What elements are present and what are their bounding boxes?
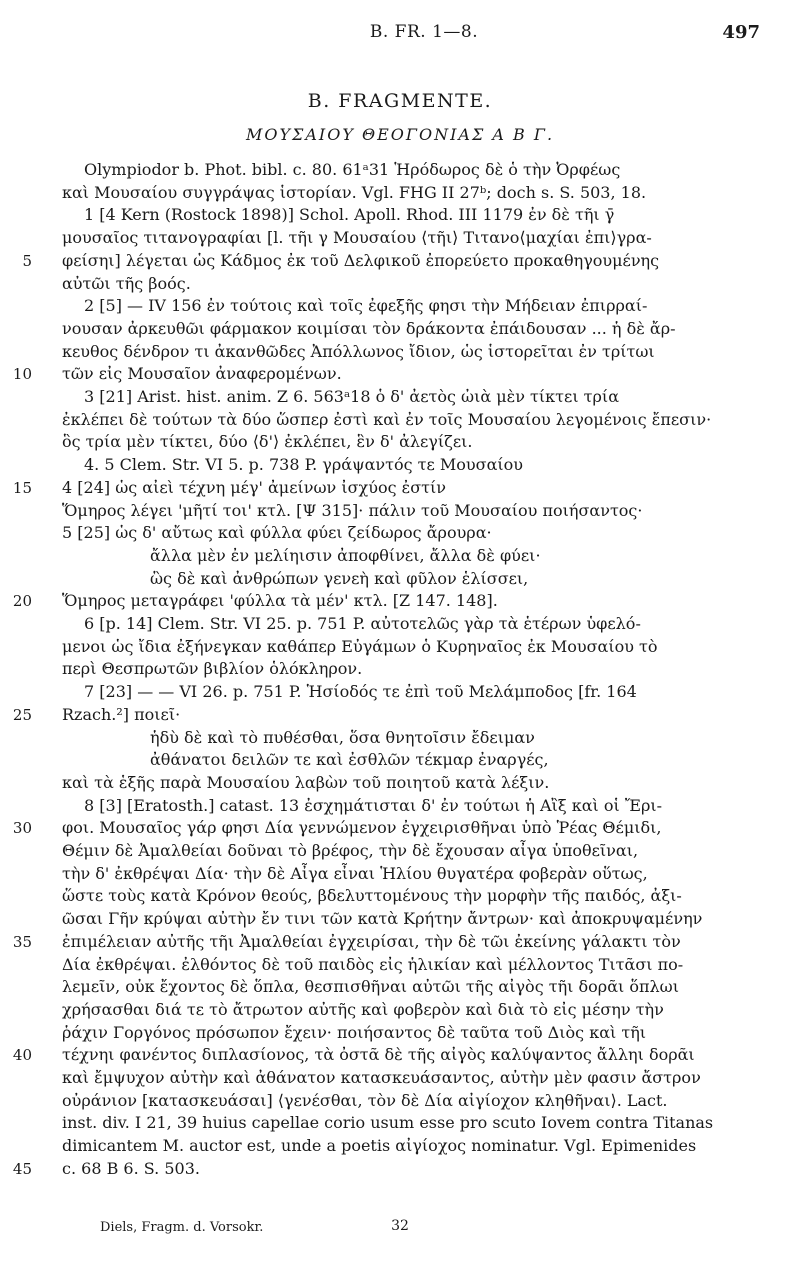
text-line: ὥστε τοὺς κατὰ Κρόνον θεούς, βδελυττομένους τὴν μορφὴν τῆς παιδός, ἀξι- [62, 886, 682, 906]
text-line: ὣς δὲ καὶ ἀνθρώπων γενεὴ καὶ φῦλον ἑλίσσει, [150, 568, 529, 588]
text-line: μουσαῖος τιτανογραφίαι [l. τῆι γ Μουσαίου ⟨τῆι⟩ Τιτανο⟨μαχίαι ἐπι⟩γρα- [62, 228, 652, 248]
signature-mark: 32 [391, 1218, 409, 1234]
text-line: Ὅμηρος λέγει 'μῆτί τοι' κτλ. [Ψ 315]· πάλιν τοῦ Μουσαίου ποιήσαντος· [62, 500, 643, 520]
text-line: 4 [24] ὡς αἰεὶ τέχνη μέγ' ἀμείνων ἰσχύος ἐστίν [62, 477, 446, 497]
text-line: Θέμιν δὲ Ἀμαλθείαι δοῦναι τὸ βρέφος, τὴν δὲ ἔχουσαν αἶγα ὑποθεῖναι, [62, 841, 639, 860]
text-line: ὃς τρία μὲν τίκτει, δύο ⟨δ'⟩ ἐκλέπει, ἓν δ' ἀλεγίζει. [62, 432, 473, 452]
text-line: ῥάχιν Γοργόνος πρόσωπον ἔχειν· ποιήσαντος δὲ ταῦτα τοῦ Διὸς καὶ τῆι [62, 1022, 647, 1042]
text-line: μενοι ὡς ἴδια ἐξήνεγκαν καθάπερ Εὐγάμων ὁ Κυρηναῖος ἐκ Μουσαίου τὸ [62, 636, 658, 656]
text-line: Δία ἐκθρέψαι. ἐλθόντος δὲ τοῦ παιδὸς εἰς ἡλικίαν καὶ μέλλοντος Τιτᾶσι πο- [62, 954, 684, 974]
text-line: 2 [5] — IV 156 ἐν τούτοις καὶ τοῖς ἐφεξῆς φησι τὴν Μήδειαν ἐπιρραί- [84, 296, 648, 316]
text-line: ἀθάνατοι δειλῶν τε καὶ ἐσθλῶν τέκμαρ ἐναργές, [150, 750, 549, 770]
text-line: 5 [25] ὡς δ' αὔτως καὶ φύλλα φύει ζείδωρος ἄρουρα· [62, 523, 492, 543]
text-line: αὐτῶι τῆς βοός. [62, 273, 191, 293]
running-title: B. FR. 1—8. [369, 22, 479, 42]
line-number: 15 [12, 478, 32, 497]
text-line: ἐκλέπει δὲ τούτων τὰ δύο ὥσπερ ἐστὶ καὶ ἐν τοῖς Μουσαίου λεγομένοις ἔπεσιν· [62, 409, 712, 429]
work-title: ΜΟΥΣΑΙΟΥ ΘΕΟΓΟΝΙΑΣ Α Β Γ. [245, 125, 555, 144]
line-number: 40 [12, 1046, 32, 1065]
text-line: χρήσασθαι διά τε τὸ ἄτρωτον αὐτῆς καὶ φοβερὸν καὶ διὰ τὸ εἰς μέσην τὴν [62, 999, 664, 1019]
text-line: ἄλλα μὲν ἐν μελίηισιν ἀποφθίνει, ἄλλα δὲ φύει· [150, 545, 541, 565]
text-line: τέχνηι φανέντος διπλασίονος, τὰ ὀστᾶ δὲ τῆς αἰγὸς καλύψαντος ἄλληι δορᾶι [62, 1045, 695, 1065]
text-line: φείσηι] λέγεται ὡς Κάδμος ἐκ τοῦ Δελφικοῦ ἐπορεύετο προκαθηγουμένης [62, 250, 660, 270]
text-line: 7 [23] — — VI 26. p. 751 P. Ἡσίοδός τε ἐπὶ τοῦ Μελάμποδος [fr. 164 [84, 682, 637, 702]
text-line: περὶ Θεσπρωτῶν βιβλίον ὁλόκληρον. [62, 659, 363, 679]
text-line: τὴν δ' ἐκθρέψαι Δία· τὴν δὲ Αἶγα εἶναι Ἡλίου θυγατέρα φοβερὰν οὕτως, [62, 863, 648, 883]
text-line: dimicantem M. auctor est, unde a poetis αἰγίοχος nominatur. Vgl. Epimenides [62, 1136, 697, 1156]
text-line: οὐράνιον [κατασκευάσαι] ⟨γενέσθαι, τὸν δὲ Δία αἰγίοχον κληθῆναι⟩. Lact. [62, 1090, 668, 1110]
line-number: 45 [12, 1159, 32, 1178]
footer-credit: Diels, Fragm. d. Vorsokr. [100, 1220, 264, 1235]
text-line: ἡδὺ δὲ καὶ τὸ πυθέσθαι, ὅσα θνητοῖσιν ἔδειμαν [150, 727, 535, 747]
text-line: κευθος δένδρον τι ἀκανθῶδες Ἀπόλλωνος ἴδιον, ὡς ἱστορεῖται ἐν τρίτωι [62, 341, 655, 361]
text-line: καὶ τὰ ἑξῆς παρὰ Μουσαίου λαβὼν τοῦ ποιητοῦ κατὰ λέξιν. [62, 772, 550, 792]
text-line: 1 [4 Kern (Rostock 1898)] Schol. Apoll. Rhod. III 1179 ἐν δὲ τῆι γ̄ [84, 205, 615, 225]
text-line: τῶν εἰς Μουσαῖον ἀναφερομένων. [62, 364, 342, 384]
text-line: 8 [3] [Eratosth.] catast. 13 ἐσχημάτισται δ' ἐν τούτωι ἡ Αἲξ καὶ οἱ Ἔρι- [84, 795, 663, 815]
text-line: 6 [p. 14] Clem. Str. VI 25. p. 751 P. αὐτοτελῶς γὰρ τὰ ἑτέρων ὑφελό- [84, 614, 641, 633]
line-number: 20 [12, 592, 32, 611]
line-number: 5 [22, 251, 32, 270]
running-head [88, 22, 760, 46]
text-line: φοι. Μουσαῖος γάρ φησι Δία γεννώμενον ἐγχειρισθῆναι ὑπὸ Ῥέας Θέμιδι, [62, 818, 662, 838]
text-line: c. 68 B 6. S. 503. [62, 1158, 200, 1178]
page-number: 497 [722, 22, 760, 43]
line-number: 10 [12, 365, 32, 384]
text-line: Rzach.²] ποιεῖ· [62, 704, 181, 724]
line-number: 25 [12, 705, 32, 724]
text-line: ῶσαι Γῆν κρύψαι αὐτὴν ἔν τινι τῶν κατὰ Κρήτην ἄντρων· καὶ ἀποκρυψαμένην [62, 909, 703, 929]
text-line: 3 [21] Arist. hist. anim. Z 6. 563ᵃ18 ὁ δ' ἀετὸς ὠιὰ μὲν τίκτει τρία [84, 387, 620, 406]
section-heading: B. FRAGMENTE. [307, 90, 493, 112]
text-line: Ὅμηρος μεταγράφει 'φύλλα τὰ μέν' κτλ. [Ζ 147. 148]. [62, 591, 498, 611]
text-line: inst. div. I 21, 39 huius capellae corio usum esse pro scuto Iovem contra Titanas [62, 1113, 714, 1133]
text-line: καὶ ἔμψυχον αὐτὴν καὶ ἀθάνατον κατασκευάσαντος, αὐτὴν μὲν φασιν ἄστρον [62, 1068, 701, 1087]
text-line: 4. 5 Clem. Str. VI 5. p. 738 P. γράψαντός τε Μουσαίου [84, 455, 523, 475]
line-number: 35 [12, 932, 32, 951]
text-line: καὶ Μουσαίου συγγράψας ἱστορίαν. Vgl. FHG II 27ᵇ; doch s. S. 503, 18. [62, 182, 647, 202]
line-number: 30 [12, 819, 32, 838]
text-line: νουσαν ἀρκευθῶι φάρμακον κοιμίσαι τὸν δράκοντα ἐπάιδουσαν ... ἡ δὲ ἄρ- [62, 318, 676, 338]
text-line: ἐπιμέλειαν αὐτῆς τῆι Ἀμαλθείαι ἐγχειρίσαι, τὴν δὲ τῶι ἐκείνης γάλακτι τὸν [62, 931, 681, 951]
text-line: λεμεῖν, οὐκ ἔχοντος δὲ ὅπλα, θεσπισθῆναι αὐτῶι τῆς αἰγὸς τῆι δορᾶι ὅπλωι [62, 977, 679, 997]
text-line: Olympiodor b. Phot. bibl. c. 80. 61ᵃ31 Ἡρόδωρος δὲ ὁ τὴν Ὀρφέως [84, 160, 621, 179]
